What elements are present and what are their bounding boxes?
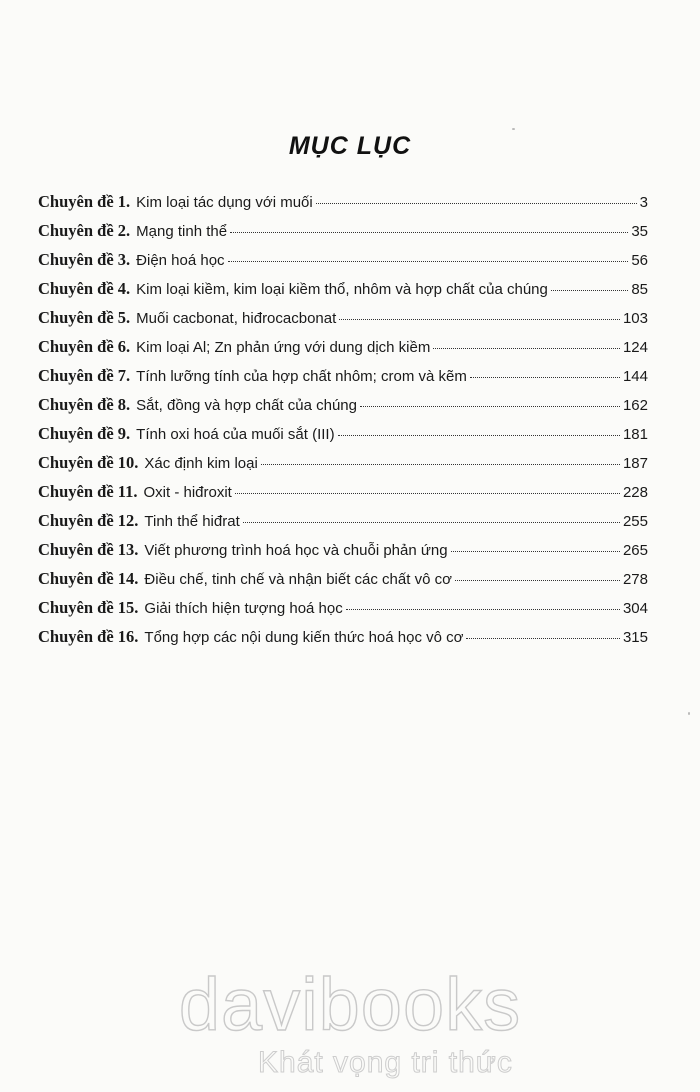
toc-row — [38, 627, 648, 656]
toc-chapter-title: Kim loại Al; Zn phản ứng với dung dịch kiềm — [136, 339, 431, 356]
toc-chapter-title: Mạng tinh thể — [136, 223, 228, 240]
toc-chapter-title: Muối cacbonat, hiđrocacbonat — [136, 310, 337, 327]
toc-chapter-label: Chuyên đề 5. — [38, 308, 131, 327]
toc-leader-dots — [316, 203, 637, 204]
toc-leader-dots — [243, 522, 620, 523]
toc-page-number: 162 — [622, 397, 648, 414]
toc-chapter-label: Chuyên đề 12. — [38, 511, 139, 530]
toc-page-number: 35 — [631, 223, 648, 240]
toc-chapter-label: Chuyên đề 10. — [38, 453, 139, 472]
toc-page-number: 228 — [622, 484, 648, 501]
toc-chapter-label: Chuyên đề 16. — [38, 627, 139, 646]
toc-page-number: 181 — [622, 426, 648, 443]
toc-page-number: 144 — [622, 368, 648, 385]
toc-row — [38, 308, 648, 337]
toc-row — [38, 511, 648, 540]
toc-chapter-title: Tính oxi hoá của muối sắt (III) — [136, 426, 335, 443]
toc-page-number: 85 — [631, 281, 648, 298]
toc-row — [38, 192, 648, 221]
toc-row — [38, 540, 648, 569]
toc-leader-dots — [466, 638, 619, 639]
toc-chapter-label: Chuyên đề 8. — [38, 395, 131, 414]
toc-chapter-label: Chuyên đề 14. — [38, 569, 139, 588]
toc-page-number: 103 — [622, 310, 648, 327]
toc-leader-dots — [235, 493, 620, 494]
watermark-brand: davibooks — [178, 963, 522, 1046]
toc-chapter-label: Chuyên đề 6. — [38, 337, 131, 356]
toc-chapter-label: Chuyên đề 3. — [38, 250, 131, 269]
table-of-contents — [38, 192, 648, 656]
toc-page-number: 187 — [622, 455, 648, 472]
toc-chapter-label: Chuyên đề 2. — [38, 221, 131, 240]
toc-leader-dots — [228, 261, 629, 262]
toc-row — [38, 482, 648, 511]
toc-page-number: 304 — [622, 600, 648, 617]
toc-chapter-label: Chuyên đề 15. — [38, 598, 139, 617]
toc-chapter-title: Giải thích hiện tượng hoá học — [144, 600, 343, 617]
toc-row — [38, 424, 648, 453]
toc-leader-dots — [551, 290, 628, 291]
page-title: MỤC LỤC — [288, 132, 412, 160]
toc-row — [38, 598, 648, 627]
toc-page-number: 265 — [622, 542, 648, 559]
toc-leader-dots — [346, 609, 620, 610]
watermark-slogan: Khát vọng tri thức — [258, 1046, 513, 1079]
toc-chapter-label: Chuyên đề 13. — [38, 540, 139, 559]
toc-leader-dots — [339, 319, 620, 320]
toc-row — [38, 453, 648, 482]
toc-leader-dots — [360, 406, 620, 407]
toc-row — [38, 221, 648, 250]
toc-chapter-label: Chuyên đề 1. — [38, 192, 131, 211]
toc-chapter-title: Tinh thể hiđrat — [144, 513, 240, 530]
toc-row — [38, 337, 648, 366]
toc-row — [38, 569, 648, 598]
toc-leader-dots — [230, 232, 628, 233]
toc-page-number: 278 — [622, 571, 648, 588]
paper-speck — [688, 712, 690, 715]
toc-leader-dots — [451, 551, 620, 552]
toc-page-number: 3 — [639, 194, 648, 211]
toc-leader-dots — [338, 435, 620, 436]
toc-chapter-title: Kim loại kiềm, kim loại kiềm thổ, nhôm và hợp chất của chúng — [136, 281, 548, 298]
toc-leader-dots — [470, 377, 620, 378]
toc-leader-dots — [455, 580, 620, 581]
toc-chapter-title: Oxit - hiđroxit — [143, 484, 232, 501]
toc-chapter-label: Chuyên đề 7. — [38, 366, 131, 385]
toc-chapter-title: Điện hoá học — [136, 252, 225, 269]
toc-chapter-title: Tính lưỡng tính của hợp chất nhôm; crom và kẽm — [136, 368, 467, 385]
toc-row — [38, 279, 648, 308]
toc-chapter-label: Chuyên đề 11. — [38, 482, 138, 501]
toc-chapter-label: Chuyên đề 4. — [38, 279, 131, 298]
toc-page-number: 255 — [622, 513, 648, 530]
toc-leader-dots — [261, 464, 620, 465]
toc-chapter-title: Viết phương trình hoá học và chuỗi phản ứng — [144, 542, 448, 559]
toc-page-number: 56 — [631, 252, 648, 269]
toc-chapter-title: Kim loại tác dụng với muối — [136, 194, 313, 211]
toc-page-number: 315 — [622, 629, 648, 646]
toc-chapter-title: Tổng hợp các nội dung kiến thức hoá học vô cơ — [144, 629, 464, 646]
toc-row — [38, 366, 648, 395]
toc-row — [38, 250, 648, 279]
toc-leader-dots — [433, 348, 620, 349]
toc-row — [38, 395, 648, 424]
toc-chapter-title: Xác định kim loại — [144, 455, 258, 472]
paper-speck — [512, 128, 515, 130]
toc-chapter-title: Sắt, đồng và hợp chất của chúng — [136, 397, 357, 414]
toc-page-number: 124 — [622, 339, 648, 356]
toc-chapter-label: Chuyên đề 9. — [38, 424, 131, 443]
toc-chapter-title: Điều chế, tinh chế và nhận biết các chất vô cơ — [144, 571, 452, 588]
